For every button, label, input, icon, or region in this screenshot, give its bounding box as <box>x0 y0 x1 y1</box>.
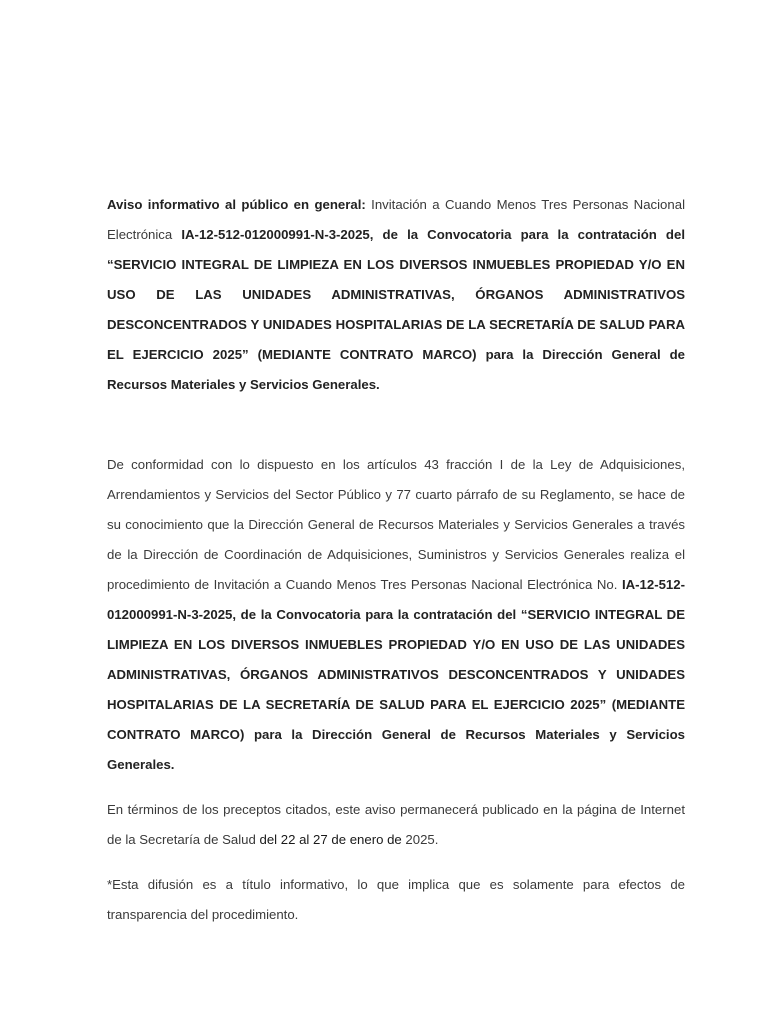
notice-document <box>107 190 685 930</box>
legal-basis-text: De conformidad con lo dispuesto en los artículos 43 fracción I de la Ley de Adquisiciones, Arrendamientos y Servicios del Sector Público y 77 cuarto párrafo de su Reglamento, se hace de su conocimiento que la Dirección General de Recursos Materiales y Servicios Generales a través de la Dirección de Coordinación de Adquisiciones, Suministros y Servicios Generales realiza el procedimiento de Invitación a Cuando Menos Tres Personas Nacional Electrónica No. <box>107 457 685 592</box>
notice-intro-label: Aviso informativo al público en general: <box>107 197 366 212</box>
notice-intro-text: Invitación a Cuando Menos Tres Personas Nacional Electrónica <box>107 197 685 242</box>
notice-procedure-title: IA-12-512-012000991-N-3-2025, de la Convocatoria para la contratación del “SERVICIO INTEGRAL DE LIMPIEZA EN LOS DIVERSOS INMUEBLES PROPIEDAD Y/O EN USO DE LAS UNIDADES ADMINISTRATIVAS, ÓRGANOS ADMINISTRATIVOS DESCONCENTRADOS Y UNIDADES HOSPITALARIAS DE LA SECRETARÍA DE SALUD PARA EL EJERCICIO 2025” (MEDIANTE CONTRATO MARCO) para la Dirección General de Recursos Materiales y Servicios Generales. <box>107 227 685 392</box>
notice-title-paragraph <box>107 190 685 400</box>
disclaimer-paragraph <box>107 870 685 930</box>
disclaimer-text: *Esta difusión es a título informativo, lo que implica que es solamente para efectos de transparencia del procedimiento. <box>107 877 685 922</box>
publication-year: 2025. <box>401 832 439 847</box>
publication-term-paragraph <box>107 795 685 855</box>
publication-dates: del 22 al 27 de enero de <box>259 832 402 847</box>
publication-term-text: En términos de los preceptos citados, este aviso permanecerá publicado en la página de Internet de la Secretaría de Salud <box>107 802 685 847</box>
legal-basis-procedure-title: IA-12-512-012000991-N-3-2025, de la Convocatoria para la contratación del “SERVICIO INTEGRAL DE LIMPIEZA EN LOS DIVERSOS INMUEBLES PROPIEDAD Y/O EN USO DE LAS UNIDADES ADMINISTRATIVAS, ÓRGANOS ADMINISTRATIVOS DESCONCENTRADOS Y UNIDADES HOSPITALARIAS DE LA SECRETARÍA DE SALUD PARA EL EJERCICIO 2025” (MEDIANTE CONTRATO MARCO) para la Dirección General de Recursos Materiales y Servicios Generales. <box>107 577 685 772</box>
legal-basis-paragraph <box>107 450 685 780</box>
